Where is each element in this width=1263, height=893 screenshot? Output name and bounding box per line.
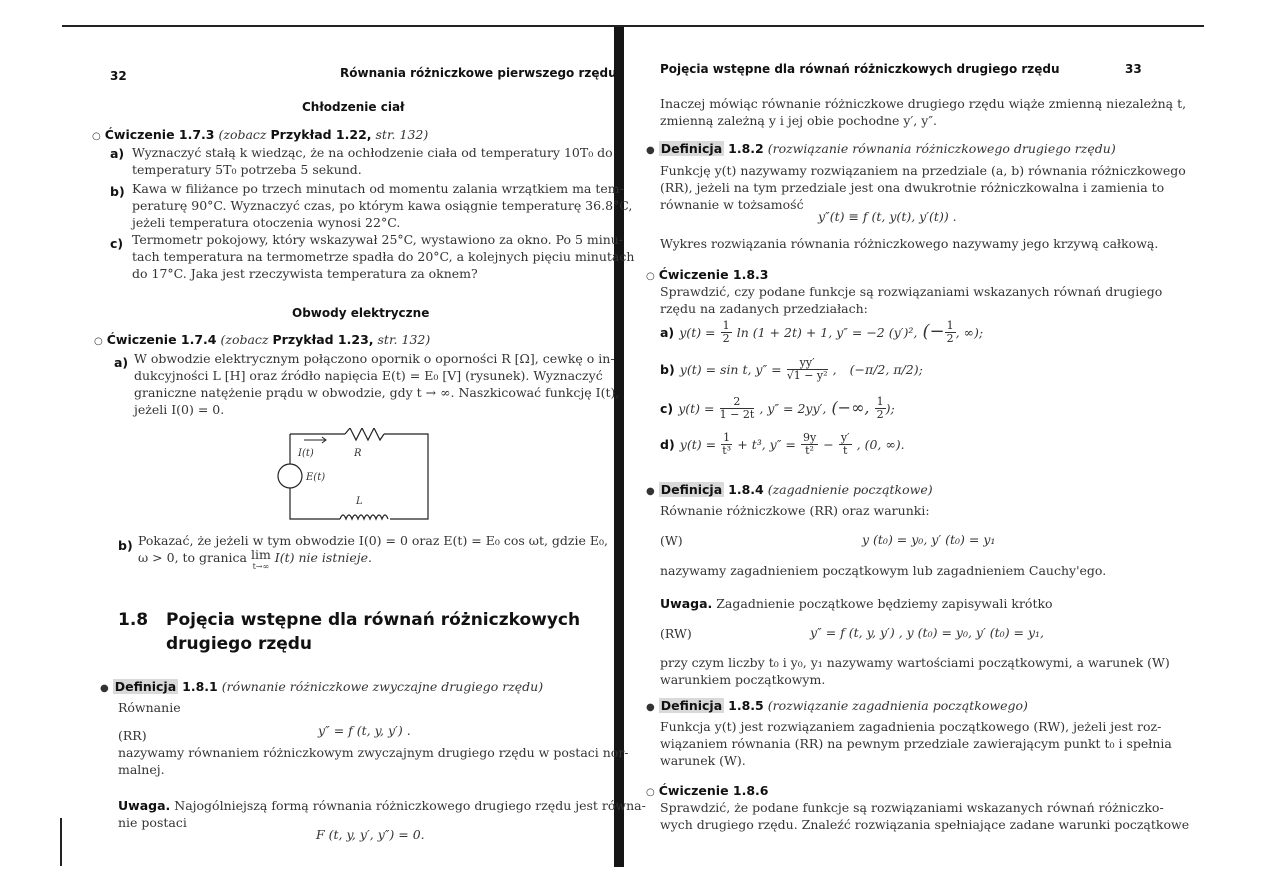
remark: Uwaga. Najogólniejszą formą równania różniczkowego drugiego rzędu jest równa- nie postaci bbox=[118, 798, 646, 830]
exercise-1-7-3: ○ Ćwiczenie 1.7.3 (zobacz Przykład 1.22, str. 132) bbox=[92, 127, 429, 142]
exercise-item-b: b) y(t) = sin t, y″ = $\frac{yy'}{\text{√1 − y²}}$ , (−π/2, π/2); bbox=[660, 356, 923, 382]
definition-1-8-5: ● Definicja 1.8.5 (rozwiązanie zagadnienia początkowego) bbox=[646, 698, 1028, 713]
intro-text: Inaczej mówiąc równanie różniczkowe drugiego rzędu wiąże zmienną niezależną t, zmienną zależną y i jej obie pochodne y′, y″. bbox=[660, 96, 1187, 128]
circuit-resistor-label: R bbox=[354, 448, 362, 459]
item-mark: c) bbox=[110, 236, 124, 251]
circuit-source-label: E(t) bbox=[306, 472, 326, 483]
equation-rw: y″ = f (t, y, y′) , y (t₀) = y₀, y′ (t₀) = y₁, bbox=[810, 625, 1045, 640]
subsection-title: Obwody elektryczne bbox=[292, 306, 430, 320]
exercise-1-8-6: ○ Ćwiczenie 1.8.6 bbox=[646, 783, 769, 798]
circuit-diagram bbox=[270, 428, 440, 528]
page-number: 32 bbox=[110, 69, 127, 83]
exercise-text: Pokazać, że jeżeli w tym obwodzie I(0) = 0 oraz E(t) = E₀ cos ωt, gdzie E₀, ω > 0, to granica lim t→∞ I(t) nie istnieje. bbox=[138, 533, 608, 571]
running-head: Pojęcia wstępne dla równań różniczkowych drugiego rzędu bbox=[660, 62, 1060, 76]
page-number: 33 bbox=[1125, 62, 1142, 76]
exercise-text: Termometr pokojowy, który wskazywał 25°C, wystawiono za okno. Po 5 minu- tach temperatura na termometrze spadła do 20°C, a kolejnych pięciu minutach do 17°C. Jaka jest rzeczywista temperatura za oknem? bbox=[132, 232, 635, 281]
section-number: 1.8 bbox=[118, 610, 149, 630]
definition-text: Równanie bbox=[118, 700, 181, 715]
exercise-1-8-3: ○ Ćwiczenie 1.8.3 bbox=[646, 267, 769, 282]
definition-1-8-1: ● Definicja 1.8.1 (równanie różniczkowe zwyczajne drugiego rzędu) bbox=[100, 679, 544, 694]
exercise-text: Sprawdzić, że podane funkcje są rozwiązaniami wskazanych równań różniczko- wych drugiego rzędu. Znaleźć rozwiązania spełniające zadane warunki początkowe bbox=[660, 800, 1190, 832]
item-mark: b) bbox=[118, 538, 133, 553]
item-mark: a) bbox=[110, 146, 125, 161]
item-mark: a) bbox=[114, 355, 129, 370]
exercise-item-d: d) y(t) = $\frac{1}{\text{t³}}$ + t³, y″ = $\frac{9y}{\text{t²}}$ − $\frac{y'}{t}$ , (0, ∞). bbox=[660, 431, 905, 457]
definition-text: nazywamy równaniem różniczkowym zwyczajnym drugiego rzędu w postaci nor- malnej. bbox=[118, 745, 629, 777]
item-mark: b) bbox=[110, 184, 125, 199]
running-head: Równania różniczkowe pierwszego rzędu bbox=[340, 66, 617, 80]
page-edge-mark bbox=[60, 818, 62, 866]
exercise-text: W obwodzie elektrycznym połączono opornik o oporności R [Ω], cewkę o in- dukcyjności L [H] oraz źródło napięcia E(t) = E₀ [V] (rysunek). Wyznaczyć graniczne natężenie prądu w obwodzie, gdy t → ∞. Naszkicować funkcję I(t), jeżeli I(0) = 0. bbox=[134, 351, 620, 417]
equation-tag: (RW) bbox=[660, 626, 692, 641]
equation-tag: (RR) bbox=[118, 728, 147, 743]
exercise-text: Wyznaczyć stałą k wiedząc, że na ochłodzenie ciała od temperatury 10T₀ do temperatury 5T₀ potrzeba 5 sekund. bbox=[132, 145, 613, 177]
definition-1-8-2: ● Definicja 1.8.2 (rozwiązanie równania różniczkowego drugiego rzędu) bbox=[646, 141, 1116, 156]
circuit-inductor-label: L bbox=[356, 496, 363, 507]
definition-text: przy czym liczby t₀ i y₀, y₁ nazywamy wartościami początkowymi, a warunek (W) warunkiem początkowym. bbox=[660, 655, 1170, 687]
identity-equation: y″(t) ≡ f (t, y(t), y′(t)) . bbox=[818, 209, 957, 224]
definition-text: nazywamy zagadnieniem początkowym lub zagadnieniem Cauchy'ego. bbox=[660, 563, 1107, 578]
exercise-item-c: c) y(t) = $\frac{2}{1 - 2t}$ , y″ = 2yy′, (−∞, $\frac{1}{2}$ ); bbox=[660, 395, 895, 421]
subsection-title: Chłodzenie ciał bbox=[302, 100, 405, 114]
equation-general: F (t, y, y′, y″) = 0. bbox=[316, 827, 425, 842]
definition-1-8-4: ● Definicja 1.8.4 (zagadnienie początkowe) bbox=[646, 482, 933, 497]
equation-tag: (W) bbox=[660, 533, 683, 548]
exercise-text: Kawa w filiżance po trzech minutach od momentu zalania wrzątkiem ma tem- peraturę 90°C. Wyznaczyć czas, po którym kawa osiągnie temperaturę 36.8°C, jeżeli temperatura otoczenia wynosi 22°C. bbox=[132, 181, 633, 230]
definition-text: Wykres rozwiązania równania różniczkowego nazywamy jego krzywą całkową. bbox=[660, 236, 1159, 251]
remark: Uwaga. Zagadnienie początkowe będziemy zapisywali krótko bbox=[660, 596, 1053, 611]
exercise-item-a: a) y(t) = $\frac{1}{2}$ ln (1 + 2t) + 1, y″ = −2 (y′)², (− $\frac{1}{2}$ , ∞); bbox=[660, 319, 984, 345]
circuit-current-label: I(t) bbox=[298, 448, 314, 459]
definition-text: Funkcję y(t) nazywamy rozwiązaniem na przedziale (a, b) równania różniczkowego (RR), jeżeli na tym przedziale jest ona dwukrotnie różniczkowalna i zamienia to równanie w tożsamość bbox=[660, 163, 1186, 212]
top-rule bbox=[62, 25, 1204, 27]
equation-rr: y″ = f (t, y, y′) . bbox=[318, 723, 411, 738]
equation-w: y (t₀) = y₀, y′ (t₀) = y₁ bbox=[862, 532, 996, 547]
exercise-text: Sprawdzić, czy podane funkcje są rozwiązaniami wskazanych równań drugiego rzędu na zadanych przedziałach: bbox=[660, 284, 1163, 316]
section-title: Pojęcia wstępne dla równań różniczkowych drugiego rzędu bbox=[166, 610, 581, 654]
book-spine bbox=[614, 27, 624, 867]
exercise-1-7-4: ○ Ćwiczenie 1.7.4 (zobacz Przykład 1.23, str. 132) bbox=[94, 332, 431, 347]
definition-text: Funkcja y(t) jest rozwiązaniem zagadnienia początkowego (RW), jeżeli jest roz- wiązaniem równania (RR) na pewnym przedziale zawierającym punkt t₀ i spełnia warunek (W). bbox=[660, 719, 1172, 768]
definition-text: Równanie różniczkowe (RR) oraz warunki: bbox=[660, 503, 930, 518]
